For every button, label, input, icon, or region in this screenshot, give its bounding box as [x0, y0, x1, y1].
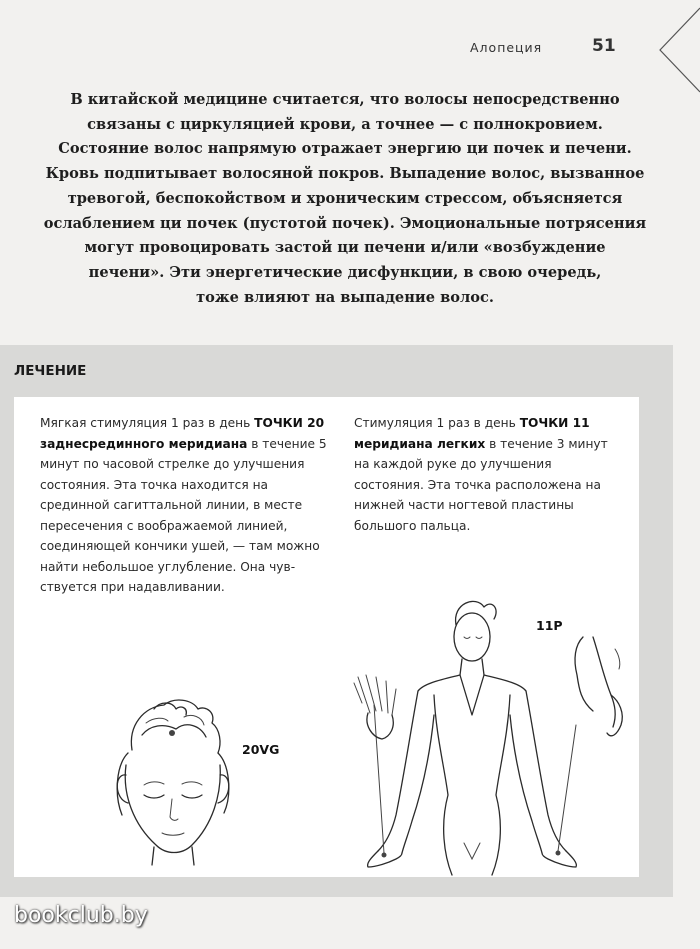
treatment-title: ЛЕЧЕНИЕ [14, 363, 87, 379]
point-label-20vg: 20VG [242, 742, 280, 757]
intro-paragraph [40, 88, 650, 310]
intro-line: связаны с циркуляцией крови, а точнее — с полнокровием. [87, 115, 603, 133]
left-instruction-intro: Мягкая стимуляция 1 раз в день [40, 416, 251, 430]
treatment-panel [14, 397, 639, 877]
right-instruction-detail: в течение 3 минут на каждой руке до улучшения состояния. Эта точка расположена на нижней части ногтевой пластины большого пальца. [354, 436, 608, 533]
intro-line: В китайской медицине считается, что волосы непосредственно [70, 91, 620, 108]
intro-line: Кровь подпитывает волосяной покров. Выпадение волос, вызванное [45, 165, 645, 183]
left-point-name: ТОЧКИ 20 заднесрединного меридиана [40, 416, 325, 451]
left-instruction-detail: в течение 5 минут по часовой стрелке до улучшения состояния. Эта точка находится на срединной сагиттальной линии, в месте пересечения с воображаемой линией, соединяющей кончики ушей, — там можно найти небольшое углубление. Она чувствуется при надавливании. [40, 436, 327, 594]
intro-line: ослаблением ци почек (пустотой почек). Эмоциональные потрясения [43, 214, 647, 232]
right-instruction-intro: Стимуляция 1 раз в день [354, 416, 516, 430]
intro-line: могут провоцировать застой ци печени и/или «возбуждение [84, 239, 606, 257]
treatment-box [0, 345, 673, 897]
running-title: Алопеция [470, 40, 543, 55]
intro-line: Состояние волос напрямую отражает энергию ци почек и печени. [58, 140, 632, 158]
site-watermark: bookclub.by [14, 903, 148, 928]
point-label-11p: 11P [536, 618, 563, 633]
page-number: 51 [592, 36, 616, 56]
head-illustration [94, 695, 244, 865]
intro-line: тревогой, беспокойством и хроническим стрессом, объясняется [67, 189, 623, 207]
right-instruction [354, 413, 614, 536]
intro-line: тоже влияют на выпадение волос. [196, 288, 494, 306]
thumb-detail [559, 635, 629, 745]
hand-bones-detail [350, 673, 410, 743]
right-point-name: ТОЧКИ 11 меридиана легких [354, 416, 590, 451]
left-instruction [40, 413, 340, 598]
intro-line: печени». Эти энергетические дисфункции, в свою очередь, [88, 263, 602, 281]
